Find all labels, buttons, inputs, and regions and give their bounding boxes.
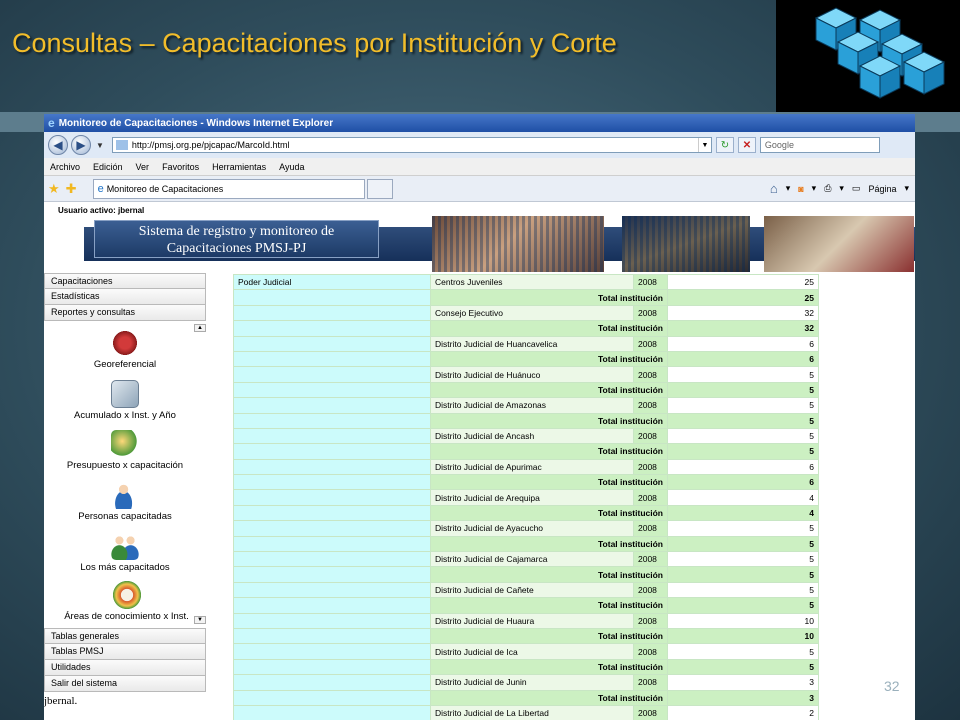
institution-cell bbox=[234, 428, 431, 443]
print-dropdown-icon[interactable]: ▾ bbox=[839, 183, 844, 193]
institution-cell bbox=[234, 459, 431, 474]
window-titlebar[interactable] bbox=[44, 114, 915, 132]
year-cell: 2008 bbox=[634, 705, 668, 720]
banner-title bbox=[94, 220, 379, 258]
total-value-cell: 3 bbox=[668, 690, 819, 705]
total-label-cell: Total institución bbox=[431, 351, 668, 366]
value-cell: 5 bbox=[668, 552, 819, 567]
forward-arrow-icon: ▶ bbox=[76, 138, 86, 152]
address-url[interactable]: http://pmsj.org.pe/pjcapac/MarcoId.html bbox=[131, 140, 290, 150]
value-cell: 25 bbox=[668, 275, 819, 290]
report-mas-capacitados[interactable] bbox=[44, 532, 206, 573]
page-number: 32 bbox=[884, 678, 900, 694]
banner-line-2: Capacitaciones PMSJ-PJ bbox=[166, 241, 307, 256]
page-dropdown-icon[interactable]: ▾ bbox=[904, 183, 909, 193]
report-table bbox=[233, 274, 819, 720]
total-value-cell: 5 bbox=[668, 413, 819, 428]
banner-photo-3 bbox=[764, 216, 914, 272]
table-row bbox=[234, 521, 819, 536]
institution-cell bbox=[234, 628, 431, 643]
total-row bbox=[234, 628, 819, 643]
person-icon bbox=[111, 481, 139, 509]
ie-logo-icon: e bbox=[48, 116, 55, 130]
home-icon[interactable]: ⌂ bbox=[769, 181, 778, 196]
institution-cell bbox=[234, 536, 431, 551]
total-label-cell: Total institución bbox=[431, 444, 668, 459]
report-label: Personas capacitadas bbox=[78, 511, 172, 522]
cubes-logo-icon bbox=[776, 0, 960, 112]
menu-ayuda[interactable]: Ayuda bbox=[279, 161, 305, 172]
total-row bbox=[234, 598, 819, 613]
total-value-cell: 6 bbox=[668, 475, 819, 490]
year-cell: 2008 bbox=[634, 398, 668, 413]
menu-tablas-pmsj[interactable]: Tablas PMSJ bbox=[44, 644, 206, 660]
tab-label: Monitoreo de Capacitaciones bbox=[106, 183, 224, 194]
total-label-cell: Total institución bbox=[431, 382, 668, 397]
page-menu-button[interactable]: Página bbox=[868, 183, 897, 194]
table-row bbox=[234, 705, 819, 720]
total-row bbox=[234, 321, 819, 336]
active-user: Usuario activo: jbernal bbox=[58, 206, 145, 215]
total-label-cell: Total institución bbox=[431, 413, 668, 428]
district-cell: Distrito Judicial de Cajamarca bbox=[431, 552, 634, 567]
search-input[interactable] bbox=[760, 137, 880, 153]
institution-cell bbox=[234, 290, 431, 305]
menu-archivo[interactable]: Archivo bbox=[50, 161, 81, 172]
menu-salir[interactable]: Salir del sistema bbox=[44, 676, 206, 692]
institution-cell bbox=[234, 444, 431, 459]
total-label-cell: Total institución bbox=[431, 475, 668, 490]
tab-ie-icon: e bbox=[97, 182, 104, 195]
new-tab-button[interactable] bbox=[367, 179, 393, 199]
map-icon bbox=[111, 329, 139, 357]
menu-bar bbox=[44, 158, 915, 176]
table-row bbox=[234, 428, 819, 443]
total-row bbox=[234, 351, 819, 366]
address-dropdown-icon[interactable]: ▼ bbox=[698, 138, 711, 152]
district-cell: Distrito Judicial de Arequipa bbox=[431, 490, 634, 505]
total-label-cell: Total institución bbox=[431, 598, 668, 613]
institution-cell bbox=[234, 690, 431, 705]
district-cell: Distrito Judicial de Ayacucho bbox=[431, 521, 634, 536]
table-row bbox=[234, 675, 819, 690]
report-georeferencial[interactable] bbox=[44, 329, 206, 370]
table-row bbox=[234, 398, 819, 413]
institution-cell bbox=[234, 598, 431, 613]
feeds-icon[interactable]: ◙ bbox=[798, 183, 804, 194]
district-cell: Distrito Judicial de Ancash bbox=[431, 428, 634, 443]
menu-herramientas[interactable]: Herramientas bbox=[212, 161, 267, 172]
district-cell: Distrito Judicial de Apurimac bbox=[431, 459, 634, 474]
refresh-button[interactable] bbox=[716, 137, 734, 153]
total-row bbox=[234, 444, 819, 459]
institution-cell bbox=[234, 351, 431, 366]
report-personas[interactable] bbox=[44, 481, 206, 522]
menu-estadisticas[interactable]: Estadísticas bbox=[44, 289, 206, 305]
value-cell: 5 bbox=[668, 428, 819, 443]
total-row bbox=[234, 536, 819, 551]
people-icon bbox=[111, 532, 139, 560]
total-value-cell: 4 bbox=[668, 505, 819, 520]
institution-cell bbox=[234, 705, 431, 720]
refresh-icon: ↻ bbox=[720, 139, 730, 151]
district-cell: Distrito Judicial de Huancavelica bbox=[431, 336, 634, 351]
table-row bbox=[234, 582, 819, 597]
total-label-cell: Total institución bbox=[431, 505, 668, 520]
institution-cell bbox=[234, 321, 431, 336]
collapse-up-icon[interactable]: ▲ bbox=[194, 324, 206, 332]
year-cell: 2008 bbox=[634, 521, 668, 536]
institution-cell bbox=[234, 552, 431, 567]
total-row bbox=[234, 290, 819, 305]
total-value-cell: 5 bbox=[668, 382, 819, 397]
total-label-cell: Total institución bbox=[431, 659, 668, 674]
institution-cell bbox=[234, 521, 431, 536]
total-value-cell: 6 bbox=[668, 351, 819, 366]
page-icon bbox=[116, 140, 128, 150]
table-row bbox=[234, 644, 819, 659]
feeds-dropdown-icon[interactable]: ▾ bbox=[811, 183, 817, 193]
district-cell: Distrito Judicial de Ica bbox=[431, 644, 634, 659]
page-menu-icon: ▭ bbox=[851, 183, 861, 193]
banner-photo-1 bbox=[432, 216, 604, 272]
district-cell: Distrito Judicial de Amazonas bbox=[431, 398, 634, 413]
add-favorite-icon[interactable]: ✚ bbox=[65, 180, 77, 196]
year-cell: 2008 bbox=[634, 336, 668, 351]
institution-cell bbox=[234, 675, 431, 690]
menu-utilidades[interactable]: Utilidades bbox=[44, 660, 206, 676]
total-row bbox=[234, 659, 819, 674]
footer-user: jbernal. bbox=[44, 695, 78, 707]
total-value-cell: 10 bbox=[668, 628, 819, 643]
report-label: Georeferencial bbox=[93, 359, 157, 370]
institution-cell bbox=[234, 382, 431, 397]
stop-icon: ✕ bbox=[742, 139, 752, 151]
institution-cell bbox=[234, 505, 431, 520]
money-icon bbox=[111, 430, 139, 458]
back-arrow-icon: ◀ bbox=[53, 138, 63, 152]
slide-title: Consultas – Capacitaciones por Institución y Corte bbox=[12, 28, 617, 58]
banner-photo-2 bbox=[622, 216, 750, 272]
tab-monitoreo[interactable] bbox=[93, 179, 365, 199]
institution-cell bbox=[234, 305, 431, 320]
collapse-down-icon[interactable]: ▼ bbox=[194, 616, 206, 624]
year-cell: 2008 bbox=[634, 305, 668, 320]
book-icon bbox=[111, 380, 139, 408]
year-cell: 2008 bbox=[634, 552, 668, 567]
menu-ver[interactable]: Ver bbox=[135, 161, 150, 172]
total-label-cell: Total institución bbox=[431, 321, 668, 336]
year-cell: 2008 bbox=[634, 367, 668, 382]
report-label: Áreas de conocimiento x Inst. bbox=[64, 611, 189, 622]
institution-cell bbox=[234, 644, 431, 659]
print-icon[interactable]: ⎙ bbox=[824, 183, 832, 193]
total-value-cell: 32 bbox=[668, 321, 819, 336]
table-row bbox=[234, 552, 819, 567]
report-presupuesto[interactable] bbox=[44, 430, 206, 471]
institution-cell bbox=[234, 367, 431, 382]
total-label-cell: Total institución bbox=[431, 290, 668, 305]
institution-cell bbox=[234, 336, 431, 351]
menu-reportes[interactable]: Reportes y consultas bbox=[44, 305, 206, 321]
table-row bbox=[234, 305, 819, 320]
year-cell: 2008 bbox=[634, 644, 668, 659]
total-row bbox=[234, 413, 819, 428]
back-button[interactable] bbox=[48, 135, 68, 155]
menu-edicion[interactable]: Edición bbox=[93, 161, 123, 172]
menu-favoritos[interactable]: Favoritos bbox=[162, 161, 200, 172]
total-value-cell: 5 bbox=[668, 444, 819, 459]
institution-cell bbox=[234, 398, 431, 413]
tab-bar bbox=[44, 176, 915, 202]
menu-capacitaciones[interactable]: Capacitaciones bbox=[44, 273, 206, 289]
value-cell: 5 bbox=[668, 367, 819, 382]
banner-line-1: Sistema de registro y monitoreo de bbox=[138, 224, 335, 239]
total-value-cell: 5 bbox=[668, 536, 819, 551]
command-bar bbox=[762, 181, 909, 196]
app-banner bbox=[44, 216, 915, 272]
cubes-logo bbox=[776, 0, 960, 112]
institution-cell bbox=[234, 475, 431, 490]
year-cell: 2008 bbox=[634, 675, 668, 690]
year-cell: 2008 bbox=[634, 490, 668, 505]
value-cell: 2 bbox=[668, 705, 819, 720]
year-cell: 2008 bbox=[634, 459, 668, 474]
value-cell: 10 bbox=[668, 613, 819, 628]
menu-tablas-generales[interactable]: Tablas generales bbox=[44, 628, 206, 644]
district-cell: Distrito Judicial de Huánuco bbox=[431, 367, 634, 382]
district-cell: Distrito Judicial de Junin bbox=[431, 675, 634, 690]
total-row bbox=[234, 505, 819, 520]
value-cell: 5 bbox=[668, 398, 819, 413]
total-label-cell: Total institución bbox=[431, 628, 668, 643]
total-row bbox=[234, 475, 819, 490]
district-cell: Consejo Ejecutivo bbox=[431, 305, 634, 320]
table-row bbox=[234, 275, 819, 290]
favorites-star-icon[interactable]: ★ bbox=[48, 180, 60, 196]
value-cell: 32 bbox=[668, 305, 819, 320]
address-bar[interactable] bbox=[112, 137, 712, 153]
table-row bbox=[234, 459, 819, 474]
forward-button[interactable] bbox=[71, 135, 91, 155]
value-cell: 4 bbox=[668, 490, 819, 505]
total-row bbox=[234, 382, 819, 397]
year-cell: 2008 bbox=[634, 275, 668, 290]
navigation-bar bbox=[44, 132, 915, 158]
district-cell: Centros Juveniles bbox=[431, 275, 634, 290]
total-label-cell: Total institución bbox=[431, 690, 668, 705]
value-cell: 6 bbox=[668, 336, 819, 351]
year-cell: 2008 bbox=[634, 428, 668, 443]
report-label: Presupuesto x capacitación bbox=[66, 460, 184, 471]
home-dropdown-icon[interactable]: ▾ bbox=[785, 183, 791, 193]
total-value-cell: 5 bbox=[668, 598, 819, 613]
report-label: Los más capacitados bbox=[80, 562, 170, 573]
total-value-cell: 5 bbox=[668, 659, 819, 674]
institution-cell bbox=[234, 490, 431, 505]
institution-cell bbox=[234, 613, 431, 628]
year-cell: 2008 bbox=[634, 582, 668, 597]
stop-button[interactable] bbox=[738, 137, 756, 153]
table-row bbox=[234, 336, 819, 351]
report-acumulado[interactable] bbox=[44, 380, 206, 421]
table-row bbox=[234, 490, 819, 505]
institution-cell: Poder Judicial bbox=[234, 275, 431, 290]
district-cell: Distrito Judicial de Huaura bbox=[431, 613, 634, 628]
value-cell: 5 bbox=[668, 582, 819, 597]
institution-cell bbox=[234, 582, 431, 597]
total-value-cell: 5 bbox=[668, 567, 819, 582]
total-row bbox=[234, 690, 819, 705]
report-areas[interactable] bbox=[44, 581, 209, 622]
areas-icon bbox=[113, 581, 141, 609]
institution-cell bbox=[234, 659, 431, 674]
institution-cell bbox=[234, 413, 431, 428]
year-cell: 2008 bbox=[634, 613, 668, 628]
institution-cell bbox=[234, 567, 431, 582]
report-label: Acumulado x Inst. y Año bbox=[74, 410, 176, 421]
value-cell: 6 bbox=[668, 459, 819, 474]
district-cell: Distrito Judicial de Cañete bbox=[431, 582, 634, 597]
bottom-menu bbox=[44, 628, 206, 692]
history-dropdown-icon[interactable]: ▼ bbox=[96, 140, 104, 150]
search-placeholder: Google bbox=[764, 140, 794, 150]
total-value-cell: 25 bbox=[668, 290, 819, 305]
total-label-cell: Total institución bbox=[431, 567, 668, 582]
window-title: Monitoreo de Capacitaciones - Windows Internet Explorer bbox=[58, 117, 334, 129]
district-cell: Distrito Judicial de La Libertad bbox=[431, 705, 634, 720]
total-label-cell: Total institución bbox=[431, 536, 668, 551]
browser-window bbox=[44, 114, 915, 720]
table-row bbox=[234, 613, 819, 628]
value-cell: 5 bbox=[668, 521, 819, 536]
sidebar bbox=[44, 273, 234, 720]
value-cell: 3 bbox=[668, 675, 819, 690]
value-cell: 5 bbox=[668, 644, 819, 659]
table-row bbox=[234, 367, 819, 382]
total-row bbox=[234, 567, 819, 582]
